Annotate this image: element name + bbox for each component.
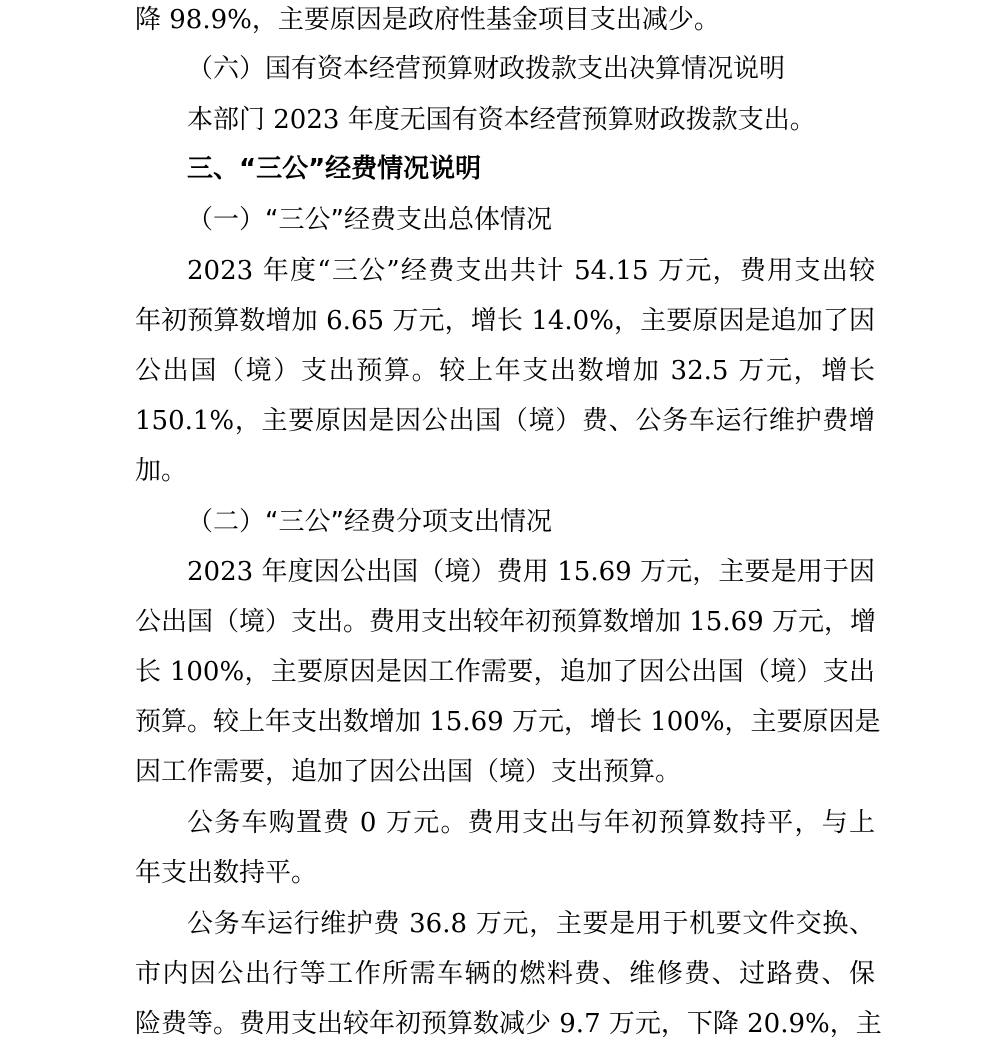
paragraph-line-6: 2023 年度“三公”经费支出共计 54.15 万元，费用支出较 xyxy=(187,256,875,286)
paragraph-line-7: 年初预算数增加 6.65 万元，增长 14.0%，主要原因是追加了因 xyxy=(135,306,875,336)
paragraph-line-19: 公务车运行维护费 36.8 万元，主要是用于机要文件交换、 xyxy=(187,909,875,939)
paragraph-line-15: 预算。较上年支出数增加 15.69 万元，增长 100%，主要原因是 xyxy=(135,707,881,737)
paragraph-line-13: 公出国（境）支出。费用支出较年初预算数增加 15.69 万元，增 xyxy=(135,607,876,637)
paragraph-line-3: 本部门 2023 年度无国有资本经营预算财政拨款支出。 xyxy=(187,105,816,135)
paragraph-line-21: 险费等。费用支出较年初预算数减少 9.7 万元，下降 20.9%，主 xyxy=(135,1009,882,1039)
chapter-heading-3: 三、“三公”经费情况说明 xyxy=(187,154,482,184)
paragraph-line-14: 长 100%，主要原因是因工作需要，追加了因公出国（境）支出 xyxy=(135,657,875,687)
paragraph-line-16: 因工作需要，追加了因公出国（境）支出预算。 xyxy=(135,757,682,787)
paragraph-line-8: 公出国（境）支出预算。较上年支出数增加 32.5 万元，增长 xyxy=(135,356,875,386)
paragraph-line-1: 降 98.9%，主要原因是政府性基金项目支出减少。 xyxy=(135,5,720,35)
subheading-2: （二）“三公”经费分项支出情况 xyxy=(187,507,552,537)
paragraph-line-12: 2023 年度因公出国（境）费用 15.69 万元，主要是用于因 xyxy=(187,557,875,587)
paragraph-line-20: 市内因公出行等工作所需车辆的燃料费、维修费、过路费、保 xyxy=(135,959,875,989)
paragraph-line-18: 年支出数持平。 xyxy=(135,858,318,888)
subheading-1: （一）“三公”经费支出总体情况 xyxy=(187,205,552,235)
section-heading-6: （六）国有资本经营预算财政拨款支出决算情况说明 xyxy=(187,54,786,84)
paragraph-line-17: 公务车购置费 0 万元。费用支出与年初预算数持平，与上 xyxy=(187,808,875,838)
paragraph-line-10: 加。 xyxy=(135,456,188,486)
paragraph-line-9: 150.1%，主要原因是因公出国（境）费、公务车运行维护费增 xyxy=(135,406,875,436)
